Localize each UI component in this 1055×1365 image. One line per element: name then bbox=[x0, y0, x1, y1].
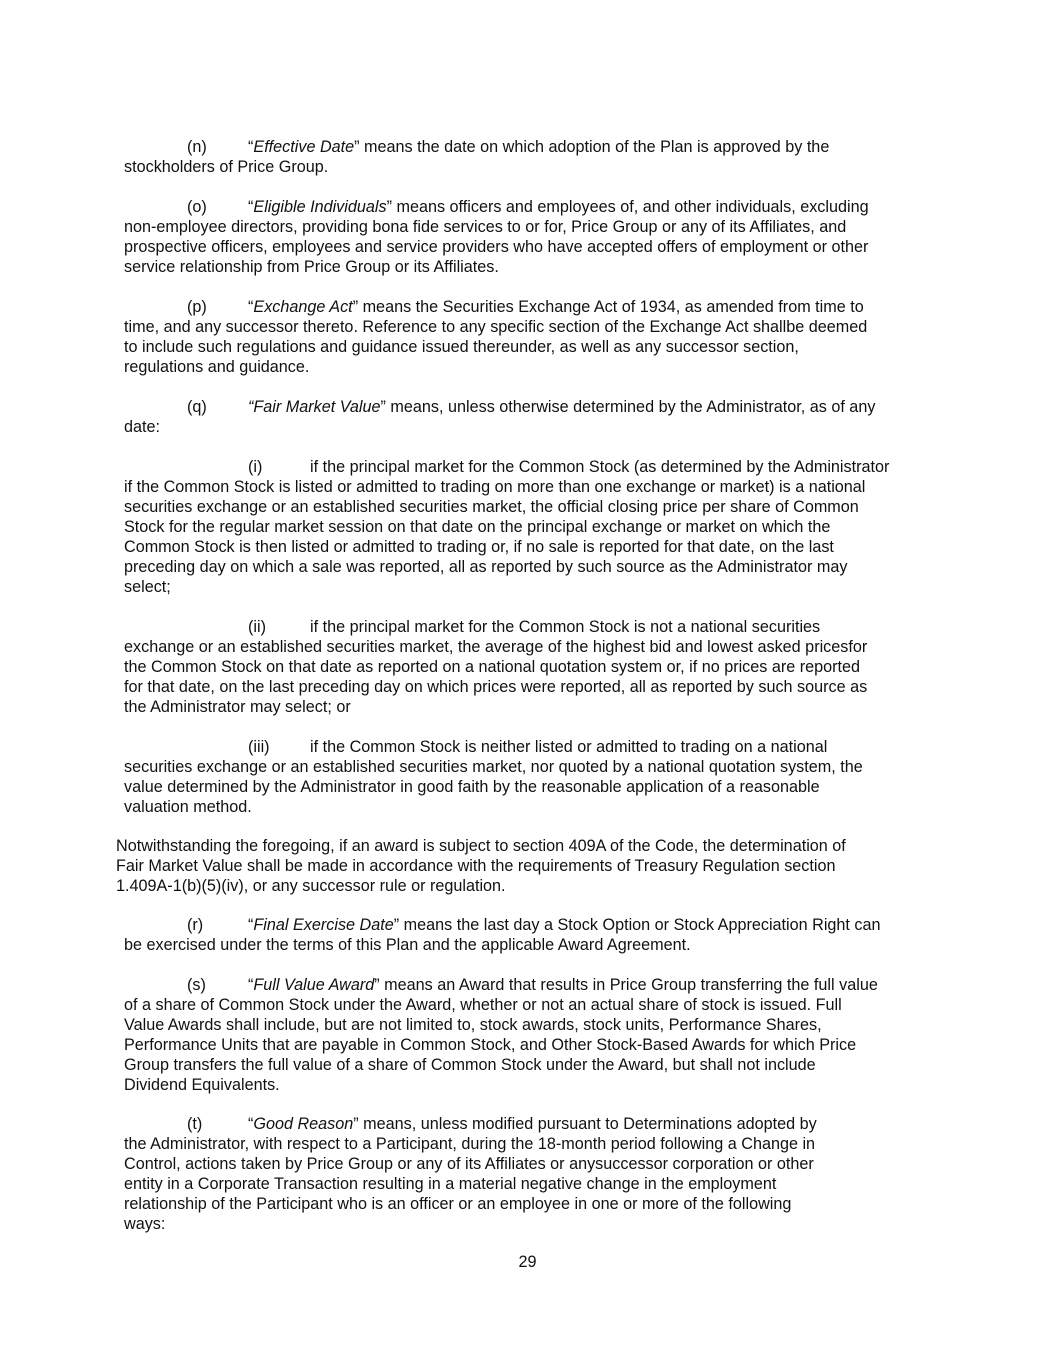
item-label: (q) bbox=[187, 398, 207, 416]
line: prospective officers, employees and service providers who have accepted offers of employment or other bbox=[124, 238, 869, 256]
line-text: if the Common Stock is neither listed or admitted to trading on a national bbox=[310, 738, 828, 756]
open-quote: “ bbox=[248, 198, 254, 216]
definition-good-reason bbox=[124, 1114, 929, 1234]
item-label: (t) bbox=[187, 1115, 203, 1133]
line-text: ” means, unless otherwise determined by the Administrator, as of any bbox=[380, 398, 876, 416]
line: Notwithstanding the foregoing, if an award is subject to section 409A of the Code, the determination of bbox=[116, 837, 846, 855]
line: Group transfers the full value of a share of Common Stock under the Award, but shall not include bbox=[124, 1056, 816, 1074]
line: of a share of Common Stock under the Award, whether or not an actual share of stock is issued. Full bbox=[124, 996, 842, 1014]
fmv-clause-iii bbox=[124, 737, 929, 817]
line: entity in a Corporate Transaction resulting in a material negative change in the employment bbox=[124, 1175, 777, 1193]
line bbox=[124, 297, 929, 317]
line bbox=[124, 915, 929, 935]
line: the Common Stock on that date as reported on a national quotation system or, if no prices are reported bbox=[124, 658, 861, 676]
line-text: ” means, unless modified pursuant to Determinations adopted by bbox=[353, 1115, 817, 1133]
line-text: ” means the last day a Stock Option or Stock Appreciation Right can bbox=[393, 916, 881, 934]
line bbox=[124, 617, 929, 637]
defined-term: “Fair Market Value bbox=[248, 398, 381, 416]
item-label: (p) bbox=[187, 298, 207, 316]
defined-term: Eligible Individuals bbox=[253, 198, 387, 216]
item-label: (n) bbox=[187, 138, 207, 156]
line: ways: bbox=[124, 1215, 166, 1233]
line: to include such regulations and guidance issued thereunder, as well as any successor section, bbox=[124, 338, 799, 356]
line bbox=[124, 975, 929, 995]
defined-term: Exchange Act bbox=[253, 298, 353, 316]
page-number: 29 bbox=[518, 1253, 537, 1271]
line-text: ” means officers and employees of, and other individuals, excluding bbox=[386, 198, 869, 216]
line-text: ” means the date on which adoption of the Plan is approved by the bbox=[354, 138, 830, 156]
item-label: (ii) bbox=[248, 618, 266, 636]
line: Fair Market Value shall be made in accordance with the requirements of Treasury Regulation section bbox=[116, 857, 836, 875]
line-text: if the principal market for the Common Stock is not a national securities bbox=[310, 618, 821, 636]
defined-term: Final Exercise Date bbox=[253, 916, 394, 934]
line bbox=[124, 1114, 929, 1134]
definition-fair-market-value bbox=[124, 397, 929, 437]
line: service relationship from Price Group or its Affiliates. bbox=[124, 258, 499, 276]
definition-effective-date bbox=[124, 137, 929, 177]
line: time, and any successor thereto. Reference to any specific section of the Exchange Act shallbe deemed bbox=[124, 318, 868, 336]
open-quote: “ bbox=[248, 916, 254, 934]
line: value determined by the Administrator in good faith by the reasonable application of a reasonable bbox=[124, 778, 820, 796]
line: select; bbox=[124, 578, 171, 596]
line: Stock for the regular market session on that date on the principal exchange or market on which the bbox=[124, 518, 831, 536]
line: non-employee directors, providing bona fide services to or for, Price Group or any of its Affiliates, and bbox=[124, 218, 847, 236]
line: be exercised under the terms of this Plan and the applicable Award Agreement. bbox=[124, 936, 691, 954]
line: Performance Units that are payable in Common Stock, and Other Stock-Based Awards for which Price bbox=[124, 1036, 857, 1054]
line: 1.409A-1(b)(5)(iv), or any successor rule or regulation. bbox=[116, 877, 506, 895]
line bbox=[124, 197, 929, 217]
item-label: (r) bbox=[187, 916, 204, 934]
item-label: (i) bbox=[248, 458, 263, 476]
line bbox=[124, 457, 929, 477]
line: valuation method. bbox=[124, 798, 252, 816]
line: date: bbox=[124, 418, 161, 436]
line-text: ” means an Award that results in Price Group transferring the full value bbox=[374, 976, 878, 994]
fmv-clause-i bbox=[124, 457, 929, 597]
line: Common Stock is then listed or admitted to trading or, if no sale is reported for that date, on the last bbox=[124, 538, 834, 556]
notwithstanding-paragraph bbox=[116, 836, 928, 896]
line: Dividend Equivalents. bbox=[124, 1076, 280, 1094]
defined-term: Good Reason bbox=[253, 1115, 354, 1133]
line-text: if the principal market for the Common Stock (as determined by the Administrator bbox=[310, 458, 890, 476]
line: relationship of the Participant who is an officer or an employee in one or more of the following bbox=[124, 1195, 792, 1213]
line: securities exchange or an established securities market, nor quoted by a national quotation system, the bbox=[124, 758, 863, 776]
line: the Administrator may select; or bbox=[124, 698, 351, 716]
fmv-clause-ii bbox=[124, 617, 929, 717]
line: the Administrator, with respect to a Participant, during the 18-month period following a Change in bbox=[124, 1135, 816, 1153]
line: for that date, on the last preceding day on which prices were reported, all as reported by such source as bbox=[124, 678, 868, 696]
line: Value Awards shall include, but are not limited to, stock awards, stock units, Performance Shares, bbox=[124, 1016, 822, 1034]
item-label: (s) bbox=[187, 976, 206, 994]
line: exchange or an established securities market, the average of the highest bid and lowest asked pricesfor bbox=[124, 638, 868, 656]
definition-full-value-award bbox=[124, 975, 929, 1095]
line-text: ” means the Securities Exchange Act of 1934, as amended from time to bbox=[352, 298, 864, 316]
open-quote: “ bbox=[248, 138, 254, 156]
line: securities exchange or an established securities market, the official closing price per share of Common bbox=[124, 498, 859, 516]
line bbox=[124, 397, 929, 417]
line bbox=[124, 137, 929, 157]
definition-final-exercise-date bbox=[124, 915, 929, 955]
open-quote: “ bbox=[248, 298, 254, 316]
defined-term: Full Value Award bbox=[253, 976, 375, 994]
item-label: (o) bbox=[187, 198, 207, 216]
line: regulations and guidance. bbox=[124, 358, 310, 376]
item-label: (iii) bbox=[248, 738, 270, 756]
line bbox=[124, 737, 929, 757]
open-quote: “ bbox=[248, 976, 254, 994]
defined-term: Effective Date bbox=[253, 138, 355, 156]
definition-eligible-individuals bbox=[124, 197, 929, 277]
line: Control, actions taken by Price Group or any of its Affiliates or anysuccessor corporation or other bbox=[124, 1155, 814, 1173]
definition-exchange-act bbox=[124, 297, 929, 377]
open-quote: “ bbox=[248, 1115, 254, 1133]
line: if the Common Stock is listed or admitted to trading on more than one exchange or market) is a national bbox=[124, 478, 866, 496]
line: preceding day on which a sale was reported, all as reported by such source as the Administrator may bbox=[124, 558, 848, 576]
line: stockholders of Price Group. bbox=[124, 158, 329, 176]
